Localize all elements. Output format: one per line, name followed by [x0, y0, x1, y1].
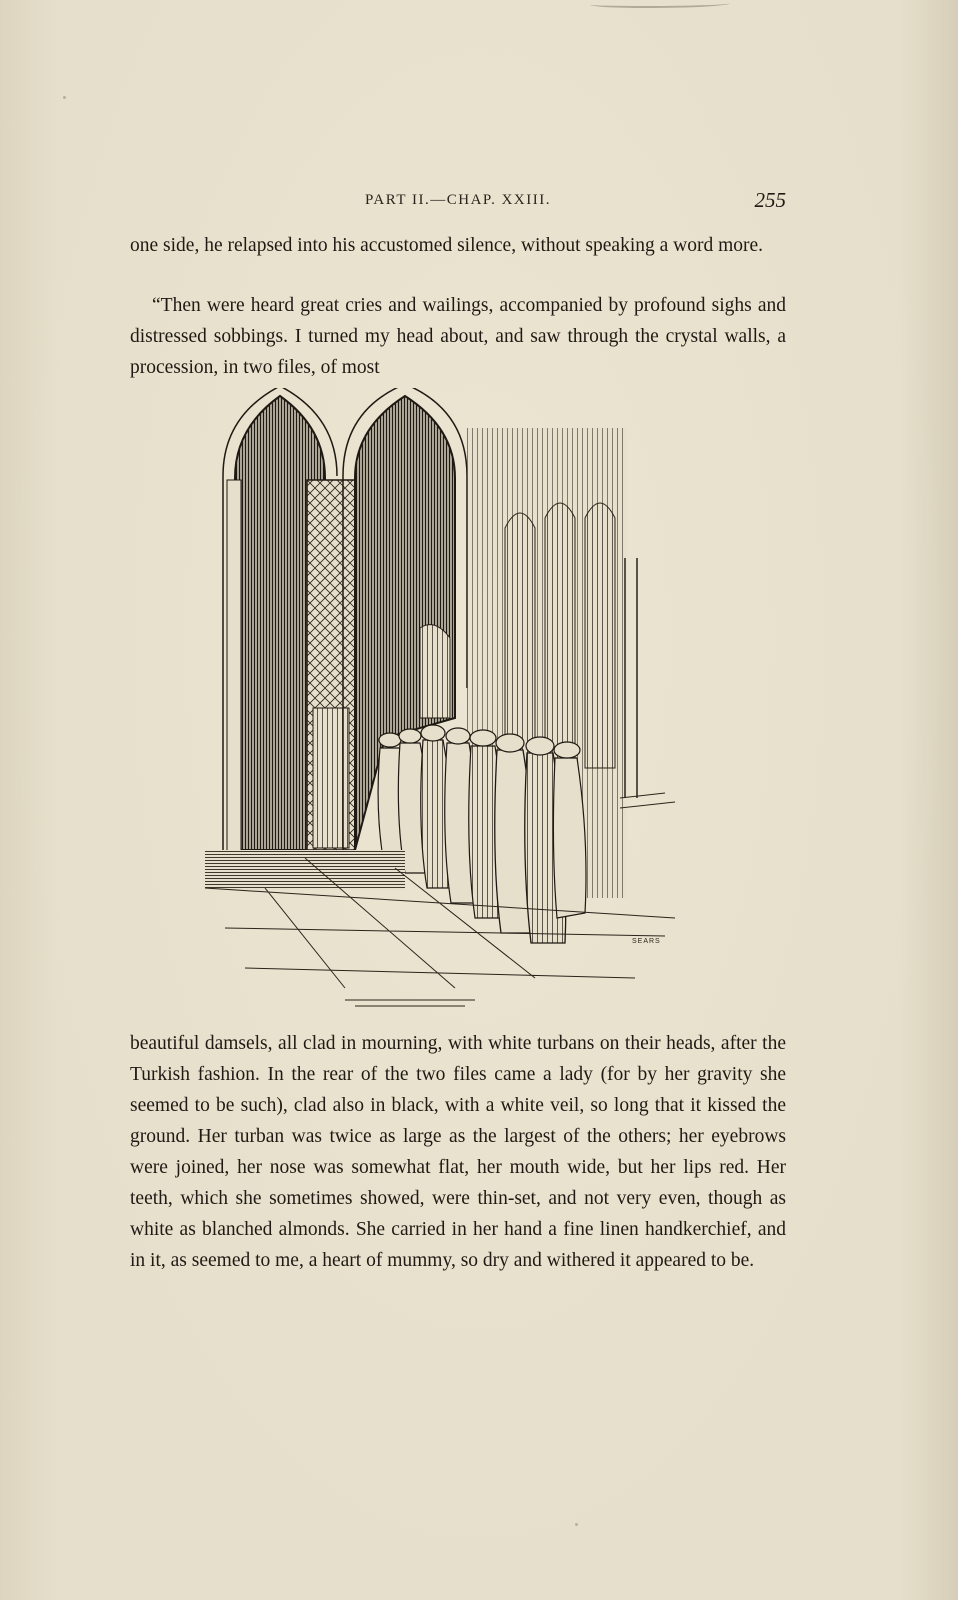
page-number: 255 — [754, 188, 786, 212]
running-title: PART II.—CHAP. XXIII. — [364, 192, 552, 208]
paragraph-procession — [130, 290, 786, 383]
lattice-column — [307, 480, 355, 850]
running-header — [130, 188, 786, 216]
paragraph-text: “Then were heard great cries and wailings, accompanied by profound sighs and distressed sobbings. I turned my head about, and saw through the crystal walls, a procession, in two files, of most — [130, 295, 786, 378]
paper-speck — [575, 1523, 578, 1526]
paper-speck — [63, 96, 66, 99]
engraver-signature: SEARS — [632, 938, 661, 945]
engraving-illustration — [205, 388, 690, 1028]
paragraph-continued — [130, 230, 786, 261]
paragraph-text: beautiful damsels, all clad in mourning, with white turbans on their heads, after the Turkish fashion. In the rear of the two files came a lady (for by her gravity she seemed to be such), clad also in black, with a white veil, so long that it kissed the ground. Her turban was twice as large as the largest of the others; her eyebrows were joined, her nose was somewhat flat, her mouth wide, but her lips red. Her teeth, which she sometimes showed, were thin-set, and not very even, though as white as blanched almonds. She carried in her hand a fine linen handkerchief, and in it, as seemed to me, a heart of mummy, so dry and withered it appeared to be. — [130, 1033, 786, 1271]
paragraph-lady-description — [130, 1028, 786, 1276]
paragraph-text: one side, he relapsed into his accustomed silence, without speaking a word more. — [130, 235, 764, 256]
page-edge-mark — [590, 0, 730, 8]
